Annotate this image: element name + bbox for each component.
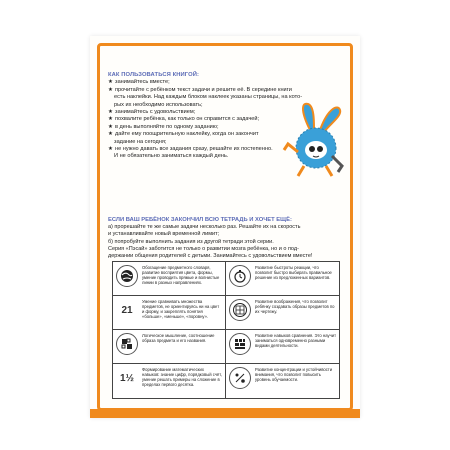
skill-cell: [113, 330, 226, 364]
skill-text: Развитие быстроты реакции, что позволит быстро выбирать правильное решение из предложенных вариантов.: [255, 265, 332, 280]
finished-line: б) попробуйте выполнить задания из другой тетради этой серии.: [108, 238, 274, 245]
skill-text: Логическое мышление, соотношение образа предмета и его названия.: [142, 333, 215, 343]
dots-icon: [229, 367, 251, 389]
instruction-line: ★ занимайтесь вместе;: [108, 79, 170, 86]
skill-cell: [113, 296, 226, 330]
instruction-line: ★ прочитайте с ребёнком текст задачи и решите её. В середине книги: [108, 86, 292, 93]
instruction-line: рых их необходимо использовать;: [114, 101, 203, 108]
instruction-line: ★ дайте ему поощрительную наклейку, когда он закончит: [108, 131, 259, 138]
skill-cell: [226, 262, 339, 296]
grid-icon: [229, 299, 251, 321]
mascot-illustration: [280, 100, 348, 180]
finished-title: ЕСЛИ ВАШ РЕБЁНОК ЗАКОНЧИЛ ВСЮ ТЕТРАДЬ И ХОЧЕТ ЕЩЁ:: [108, 217, 292, 223]
bottom-stripe: [90, 409, 360, 418]
finished-line: а) прорешайте те же самые задачи несколько раз. Решайте их на скорость: [108, 224, 301, 231]
skill-text: Формирование математических навыков: знание цифр, порядковый счёт, умение решать примеры на сложение в пределах первого десятка.: [142, 367, 222, 387]
skill-cell: [226, 364, 339, 398]
skills-table: [112, 261, 340, 399]
instruction-line: ★ не нужно давать все задания сразу, решайте их постепенно.: [108, 146, 273, 153]
skill-text: Развитие концентрации и устойчивости внимания, что позволит повысить уровень обучаемости.: [255, 367, 333, 382]
skill-cell: [226, 330, 339, 364]
number-2-1-icon: 2‍1: [121, 304, 133, 316]
finished-line: держании общения родителей с детьми. Занимайтесь с удовольствием вместе!: [108, 253, 313, 260]
instruction-line: ★ похвалите ребёнка, как только он справится с задачей;: [108, 116, 260, 123]
workbook-page: [90, 36, 360, 418]
skill-text: Развитие навыков сравнения. Это научит заниматься одновременно разными видами деятельности.: [255, 333, 337, 348]
blocks-icon: [229, 333, 251, 355]
number-1-2-icon: 1½: [120, 372, 134, 384]
instruction-line: И не обязательно заниматься каждый день.: [114, 153, 229, 160]
globe-icon: [116, 265, 138, 287]
puzzle-icon: [116, 333, 138, 355]
finished-line: Серия «Пэсай» заботится не только о развитии мозга ребёнка, но и о под-: [108, 245, 299, 252]
skill-cell: [226, 296, 339, 330]
finished-section: [108, 217, 344, 260]
instruction-line: ★ занимайтесь с удовольствием;: [108, 109, 196, 116]
how-to-use-section: [108, 72, 303, 161]
skill-text: Развитие воображения, что позволит ребёнку создавать образы предметов по их чертежу.: [255, 299, 335, 314]
instruction-line: есть наклейки. Над каждым блоком наклеек указаны страницы, на кото-: [114, 94, 303, 101]
skill-text: Умение сравнивать множества предметов, не ориентируясь ни на цвет и форму, и закреплять понятия «больше», «меньше», «поровну».: [142, 299, 220, 319]
how-to-use-title: КАК ПОЛЬЗОВАТЬСЯ КНИГОЙ:: [108, 72, 199, 78]
skill-text: Обогащение предметного словаря, развитие восприятия цвета, формы, умение проводить прямые и волнистые линии в разных направлениях.: [142, 265, 220, 285]
instruction-line: ★ в день выполняйте по одному заданию;: [108, 123, 219, 130]
stopwatch-icon: [229, 265, 251, 287]
skill-cell: [113, 262, 226, 296]
instruction-line: задание на сегодня;: [114, 138, 167, 145]
skill-cell: [113, 364, 226, 398]
finished-line: и устанавливайте новый временной лимит;: [108, 231, 220, 238]
